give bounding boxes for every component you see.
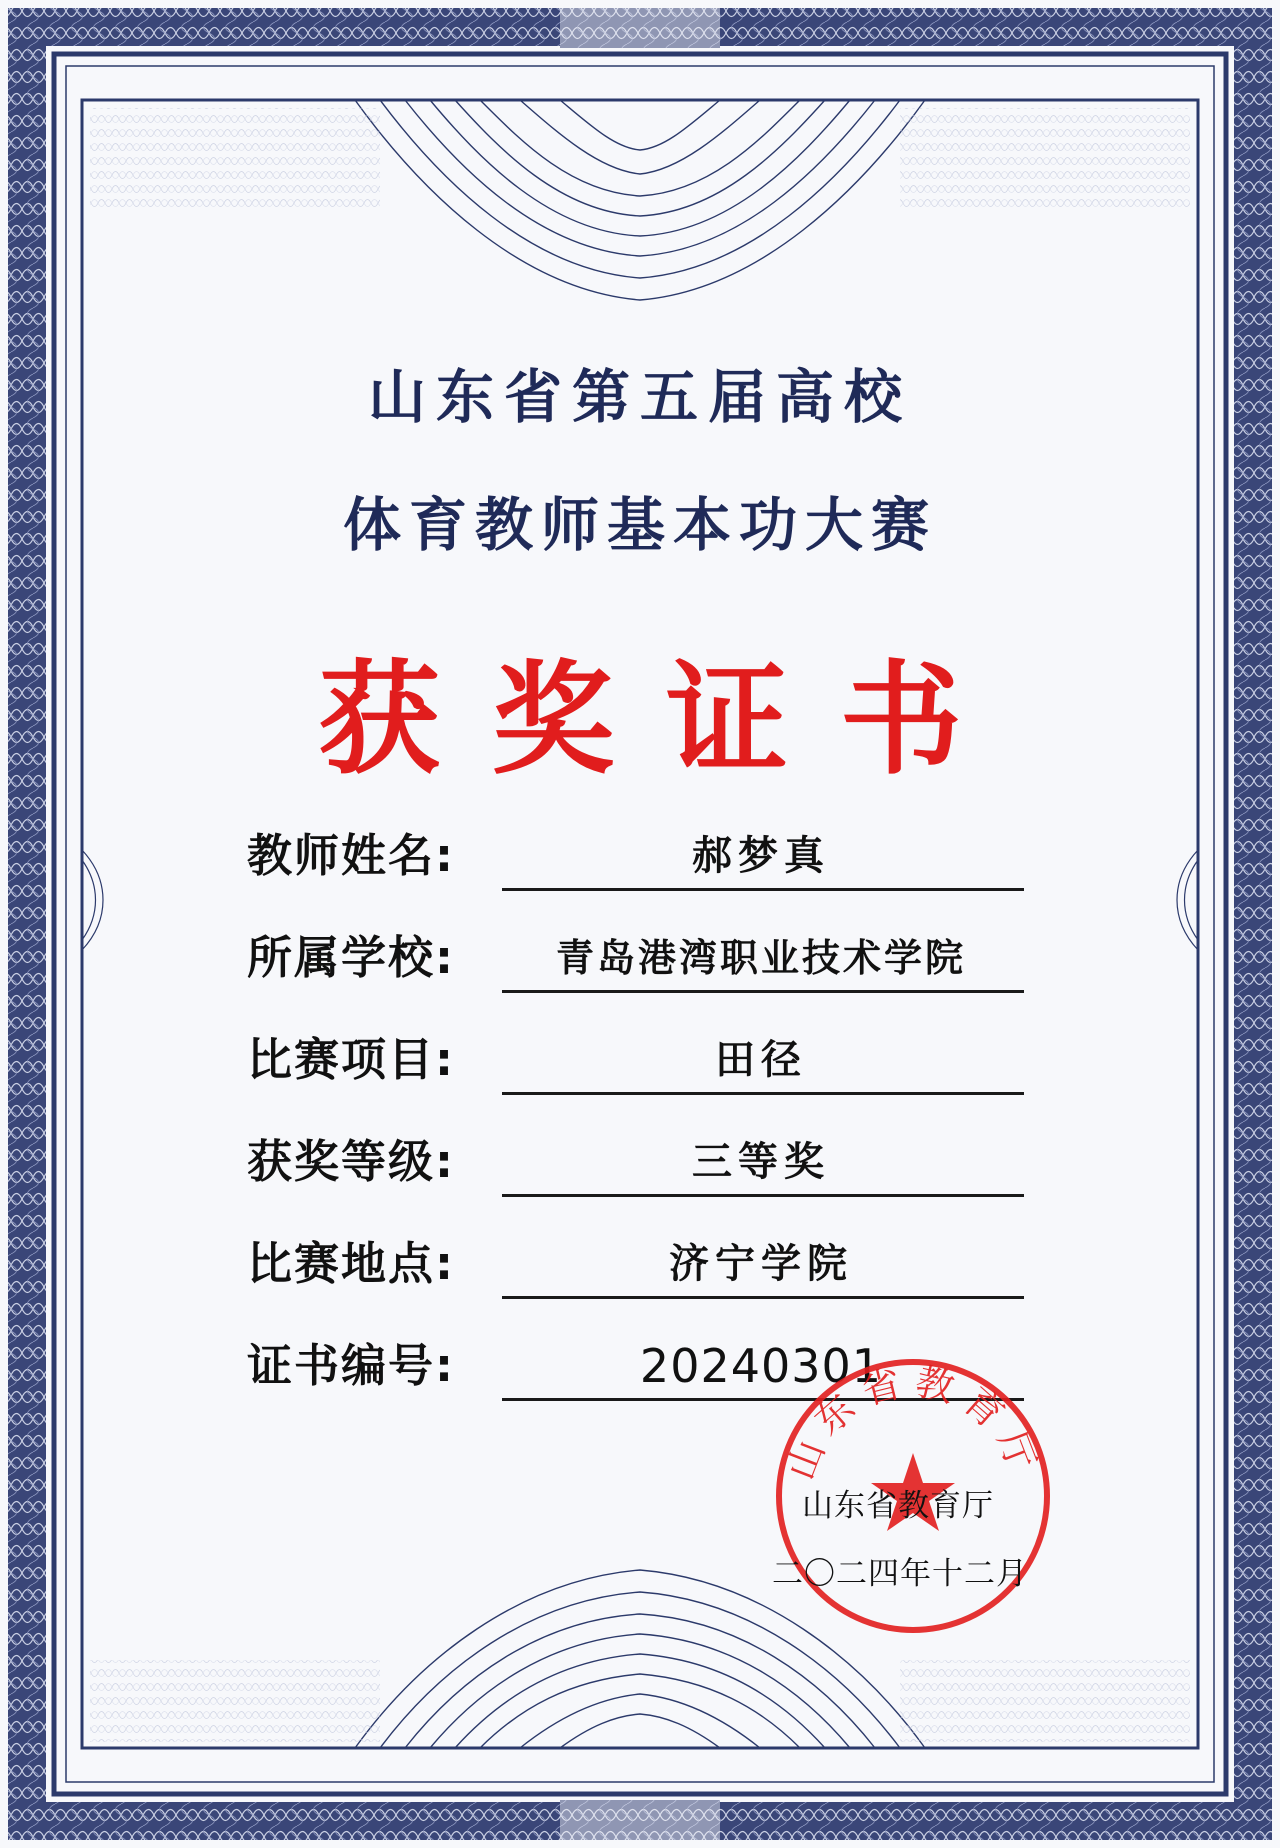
award-title: 获奖证书 xyxy=(318,647,1014,791)
underline xyxy=(502,888,1024,891)
field-row-award-level xyxy=(0,1132,1280,1212)
teacher-name-value: 郝梦真 xyxy=(692,832,830,879)
underline xyxy=(502,990,1024,993)
field-label: 所属学校: xyxy=(247,931,455,984)
venue-value: 济宁学院 xyxy=(669,1240,853,1287)
field-label: 获奖等级: xyxy=(247,1135,455,1188)
underline xyxy=(502,1296,1024,1299)
underline xyxy=(502,1092,1024,1095)
certificate-number-value: 20240301 xyxy=(639,1339,883,1393)
field-row-school xyxy=(0,928,1280,1008)
field-label: 比赛项目: xyxy=(247,1033,455,1086)
field-row-venue xyxy=(0,1234,1280,1314)
issuer-name: 山东省教育厅 xyxy=(802,1488,994,1524)
award-level-value: 三等奖 xyxy=(692,1138,830,1185)
title-line-1: 山东省第五届高校 xyxy=(367,363,912,431)
field-row-certificate-number xyxy=(0,1336,1280,1416)
underline xyxy=(502,1194,1024,1197)
field-row-event xyxy=(0,1030,1280,1110)
school-value: 青岛港湾职业技术学院 xyxy=(555,935,966,980)
event-value: 田径 xyxy=(715,1036,807,1083)
svg-text:山东省教育厅: 山东省教育厅 xyxy=(778,1359,1048,1486)
field-label: 教师姓名: xyxy=(247,829,455,882)
field-row-name xyxy=(0,826,1280,906)
field-label: 证书编号: xyxy=(247,1339,455,1392)
title-line-2: 体育教师基本功大赛 xyxy=(342,491,937,559)
issue-date: 二〇二四年十二月 xyxy=(772,1556,1028,1592)
field-label: 比赛地点: xyxy=(247,1237,455,1290)
